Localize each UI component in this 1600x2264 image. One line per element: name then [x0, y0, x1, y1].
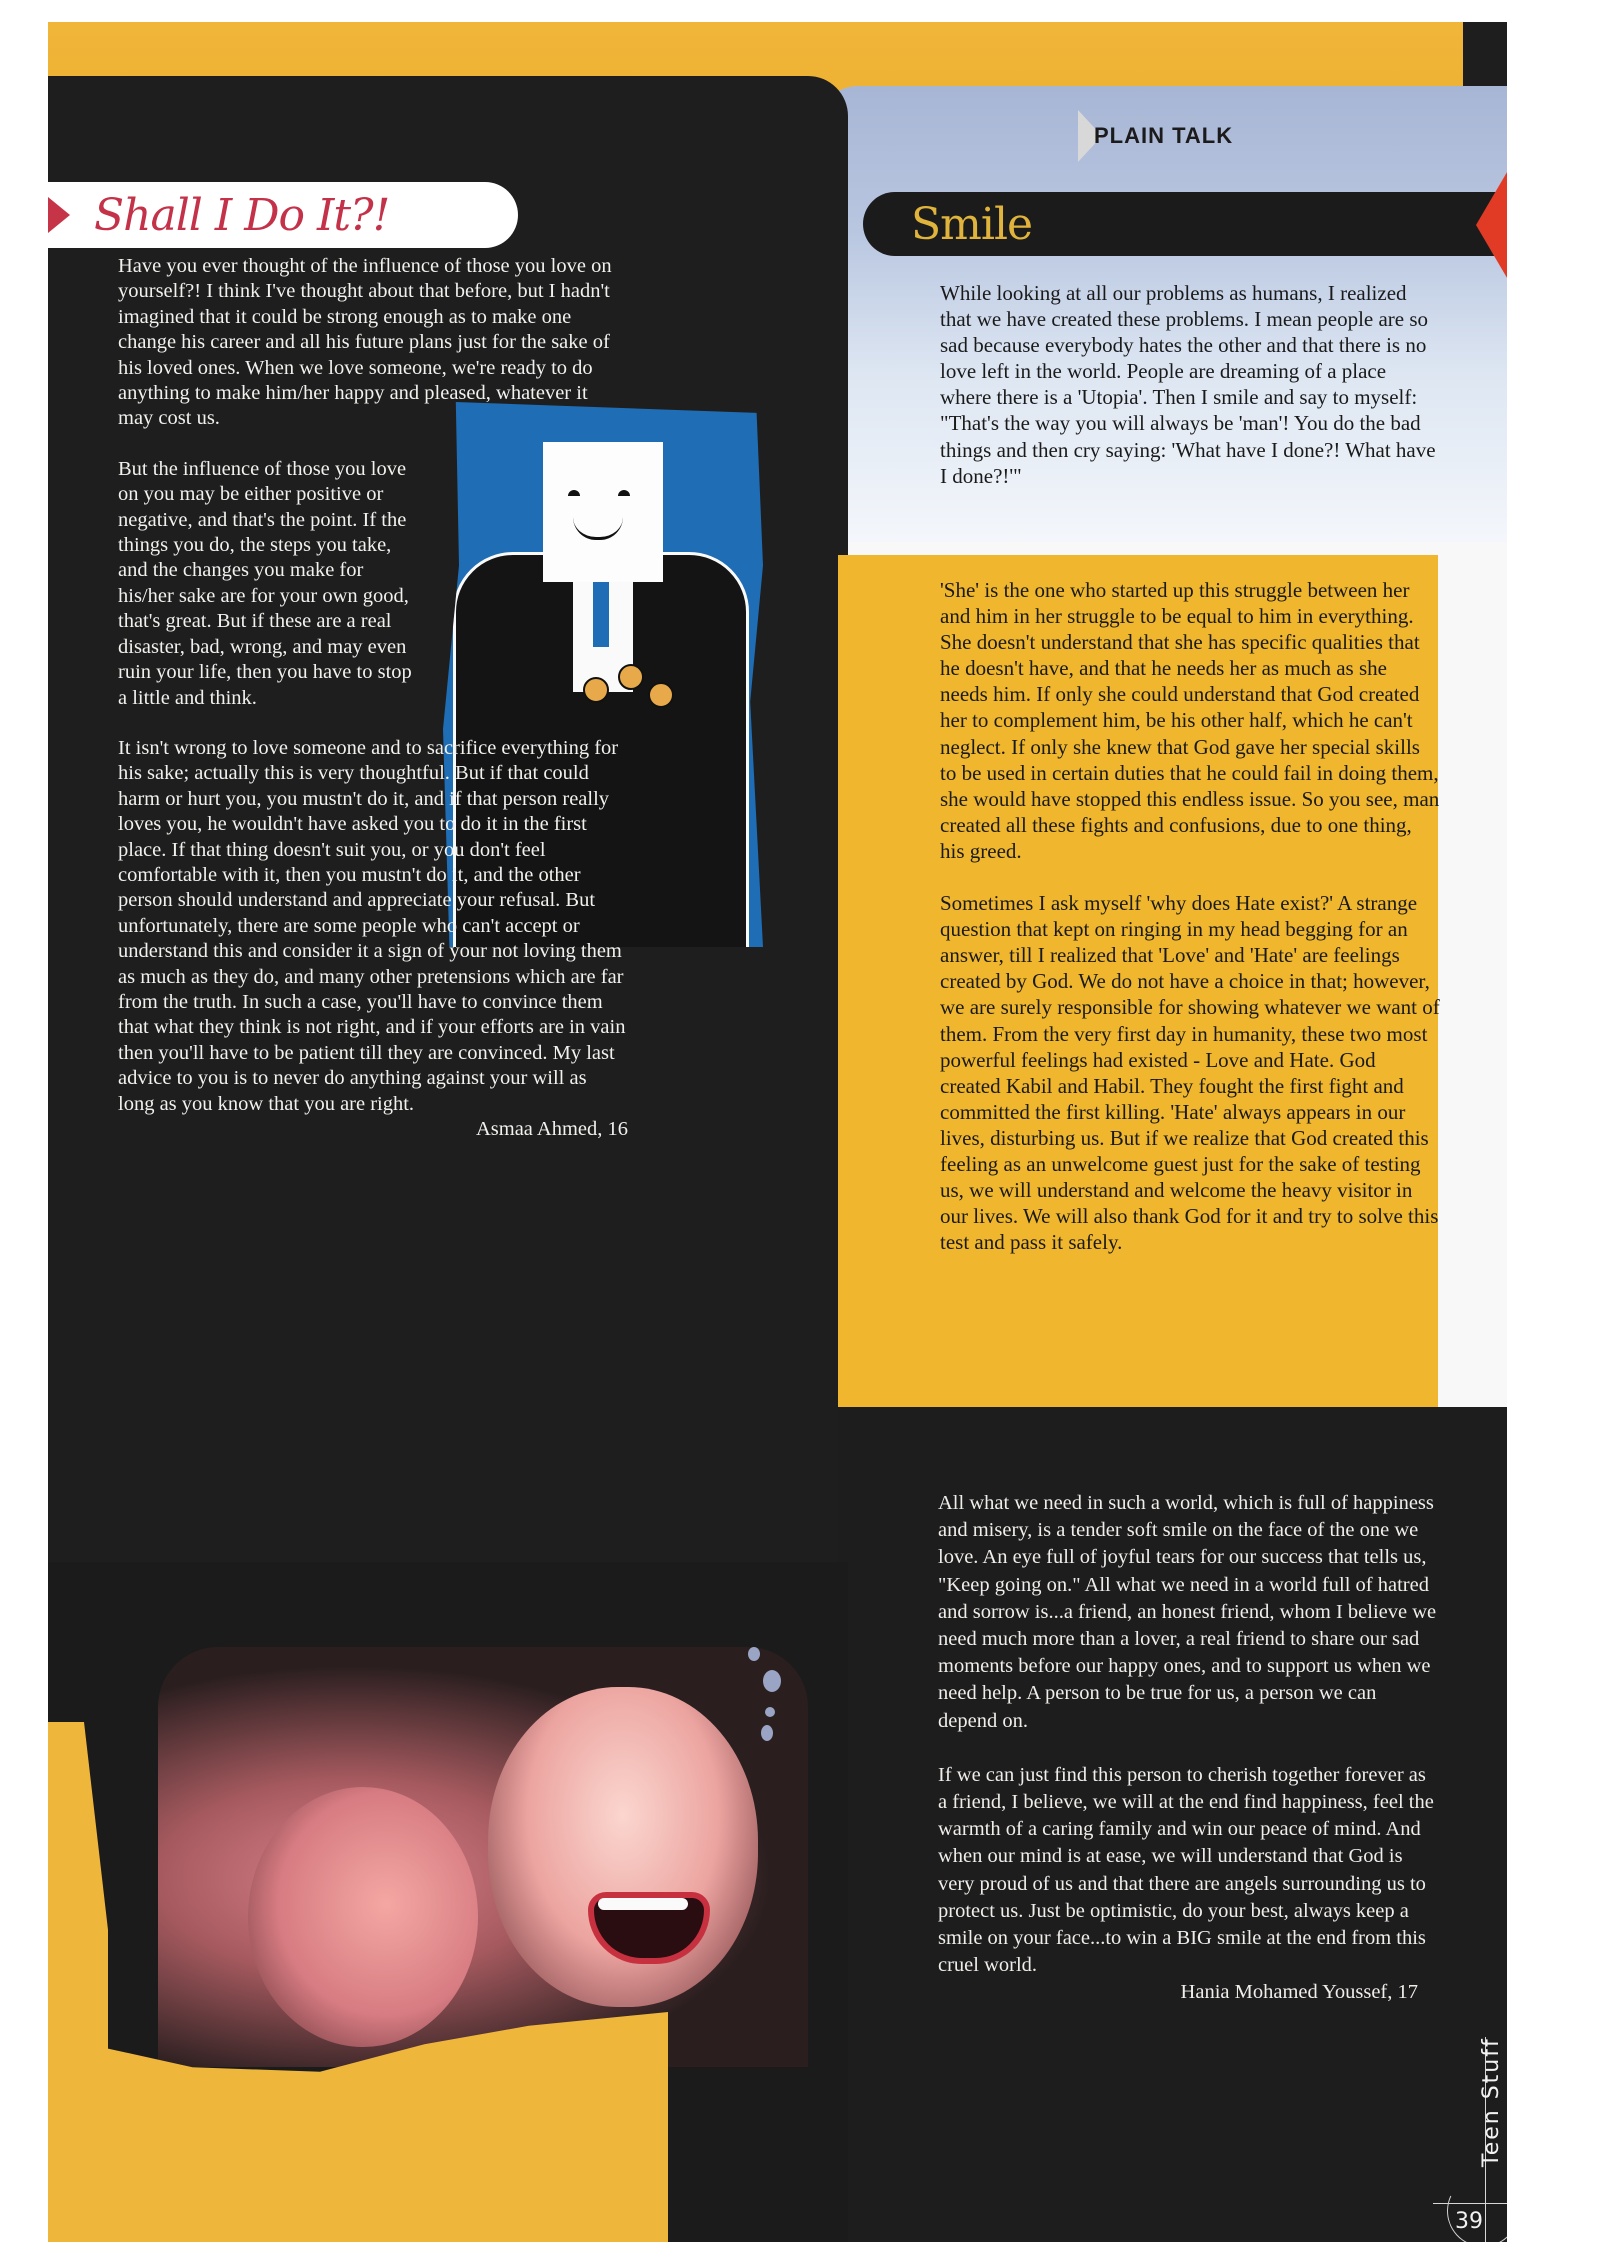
flower-icon [648, 682, 674, 708]
section-label [1078, 110, 1233, 162]
page-folio [1433, 2027, 1507, 2242]
paragraph: If we can just find this person to cherish together forever as a friend, I believe, we will at the end find happiness, feel the warmth of a caring family and win our peace of mind. And when our mind is at ease, we will understand that God is very proud of us and that there are angels surrounding us to protect us. Just be optimistic, do your best, always keep a smile on your face...to win a BIG smile at the end from this cruel world. [938, 1763, 1434, 1977]
dot [763, 1670, 781, 1692]
left-article-title-banner [48, 182, 518, 248]
dot [765, 1707, 775, 1717]
right-article-title-banner [863, 192, 1507, 256]
top-black-corner [1463, 22, 1507, 92]
red-triangle-icon [1476, 167, 1507, 283]
paragraph: It isn't wrong to love someone and to sacrifice everything for his sake; actually this is very thoughtful. But if that could harm or hurt you, you mustn't do it, and if that person really loves you, he wouldn't have asked you to do it in the first place. If that thing doesn't suit you, or you don't feel comfortable with it, then you mustn't do it, and the other person should understand and appreciate your refusal. But unfortunately, there are some people who can't accept or understand this and consider it a sign of your not loving them as much as they do, and many other pretensions which are far from the truth. In such a case, you'll have to convince them that what they think is not right, and if your efforts are in vain then you'll have to be patient till they are convinced. My last advice to you is to never do anything against your will as long as you know that you are right. [118, 736, 626, 1115]
magazine-page [48, 22, 1507, 2242]
left-article-author: Asmaa Ahmed, 16 [475, 1118, 628, 1140]
right-article-title: Smile [911, 198, 1033, 250]
page-number: 39 [1455, 2209, 1483, 2234]
right-article-closing [938, 1490, 1438, 2034]
photo-two-laughing-girls [158, 1647, 808, 2067]
paragraph: While looking at all our problems as humans, I realized that we have created these problems. I mean people are so sad because everybody hates the other and that there is no love left in the world. People are dreaming of a place where there is a 'Utopia'. Then I smile and say to myself: "That's the way you will always be 'man'! You do the bad things and then cry saying: 'What have I done?! What have I done?!'" [940, 281, 1436, 488]
girl-face-left [248, 1787, 478, 2047]
right-article-intro [940, 280, 1440, 515]
paragraph: 'She' is the one who started up this struggle between her and him in her struggle to be equal to him in everything. She doesn't understand that she has specific qualities that he doesn't have, and that he needs her as much as she needs him. If only she could understand that God created her to complement him, be his other half, which he can't neglect. If only she knew that God gave her special skills to be used in certain duties that he could fail in doing them, she would have stopped this endless issue. So you see, man created all these fights and confusions, due to one thing, his greed. [940, 578, 1440, 863]
left-article-body [118, 254, 628, 1167]
red-arrow-icon [48, 197, 70, 233]
eye-icon [618, 490, 630, 496]
paragraph: Sometimes I ask myself 'why does Hate exist?' A strange question that kept on ringing in my head begging for an answer, till I realized that 'Love' and 'Hate' are feelings created by God. We do not have a choice in that; however, we are surely responsible for showing whatever we want of them. From the very first day in humanity, these two most powerful feelings had existed - Love and Hate. God created Kabil and Habil. They fought the first fight and committed the first killing. 'Hate' always appears in our lives, disturbing us. But if we realize that God created this feeling as an unwelcome guest just for the sake of testing us, we will understand and welcome the heavy visitor in our lives. We will also thank God for it and try to solve this test and pass it safely. [940, 891, 1440, 1255]
magazine-name: Teen Stuff [1479, 2037, 1504, 2167]
section-label-text: PLAIN TALK [1094, 123, 1234, 148]
right-article-highlight [940, 577, 1440, 1281]
dot [748, 1647, 760, 1661]
flower-icon [618, 664, 644, 690]
right-article-author: Hania Mohamed Youssef, 17 [1180, 1981, 1418, 2004]
dot [761, 1725, 773, 1741]
teeth [598, 1898, 688, 1910]
paragraph: All what we need in such a world, which is full of happiness and misery, is a tender soft smile on the face of the one we love. An eye full of joyful tears for our success that tells us, "Keep going on." All what we need in a world full of hatred and sorrow is...a friend, an honest friend, whom I believe we need much more than a lover, a real friend to share our sad moments before our happy ones, and to support us when we need help. A person to be true for us, a person we can depend on. [938, 1492, 1437, 1732]
paragraph: Have you ever thought of the influence of those you love on yourself?! I think I've thought about that before, but I hadn't imagined that it could be strong enough as to make one change his career and all his future plans just for the sake of his loved ones. When we love someone, we're ready to do anything to make him/her happy and pleased, whatever it may cost us. [118, 255, 612, 430]
left-article-title: Shall I Do It?! [94, 189, 390, 241]
paragraph: But the influence of those you love on you may be either positive or negative, and that's the point. If the things you do, the steps you take, and the changes you make for his/her sake are for your own good, that's great. But if these are a real disaster, bad, wrong, and may even ruin your life, then you have to stop a little and think. [118, 457, 412, 709]
